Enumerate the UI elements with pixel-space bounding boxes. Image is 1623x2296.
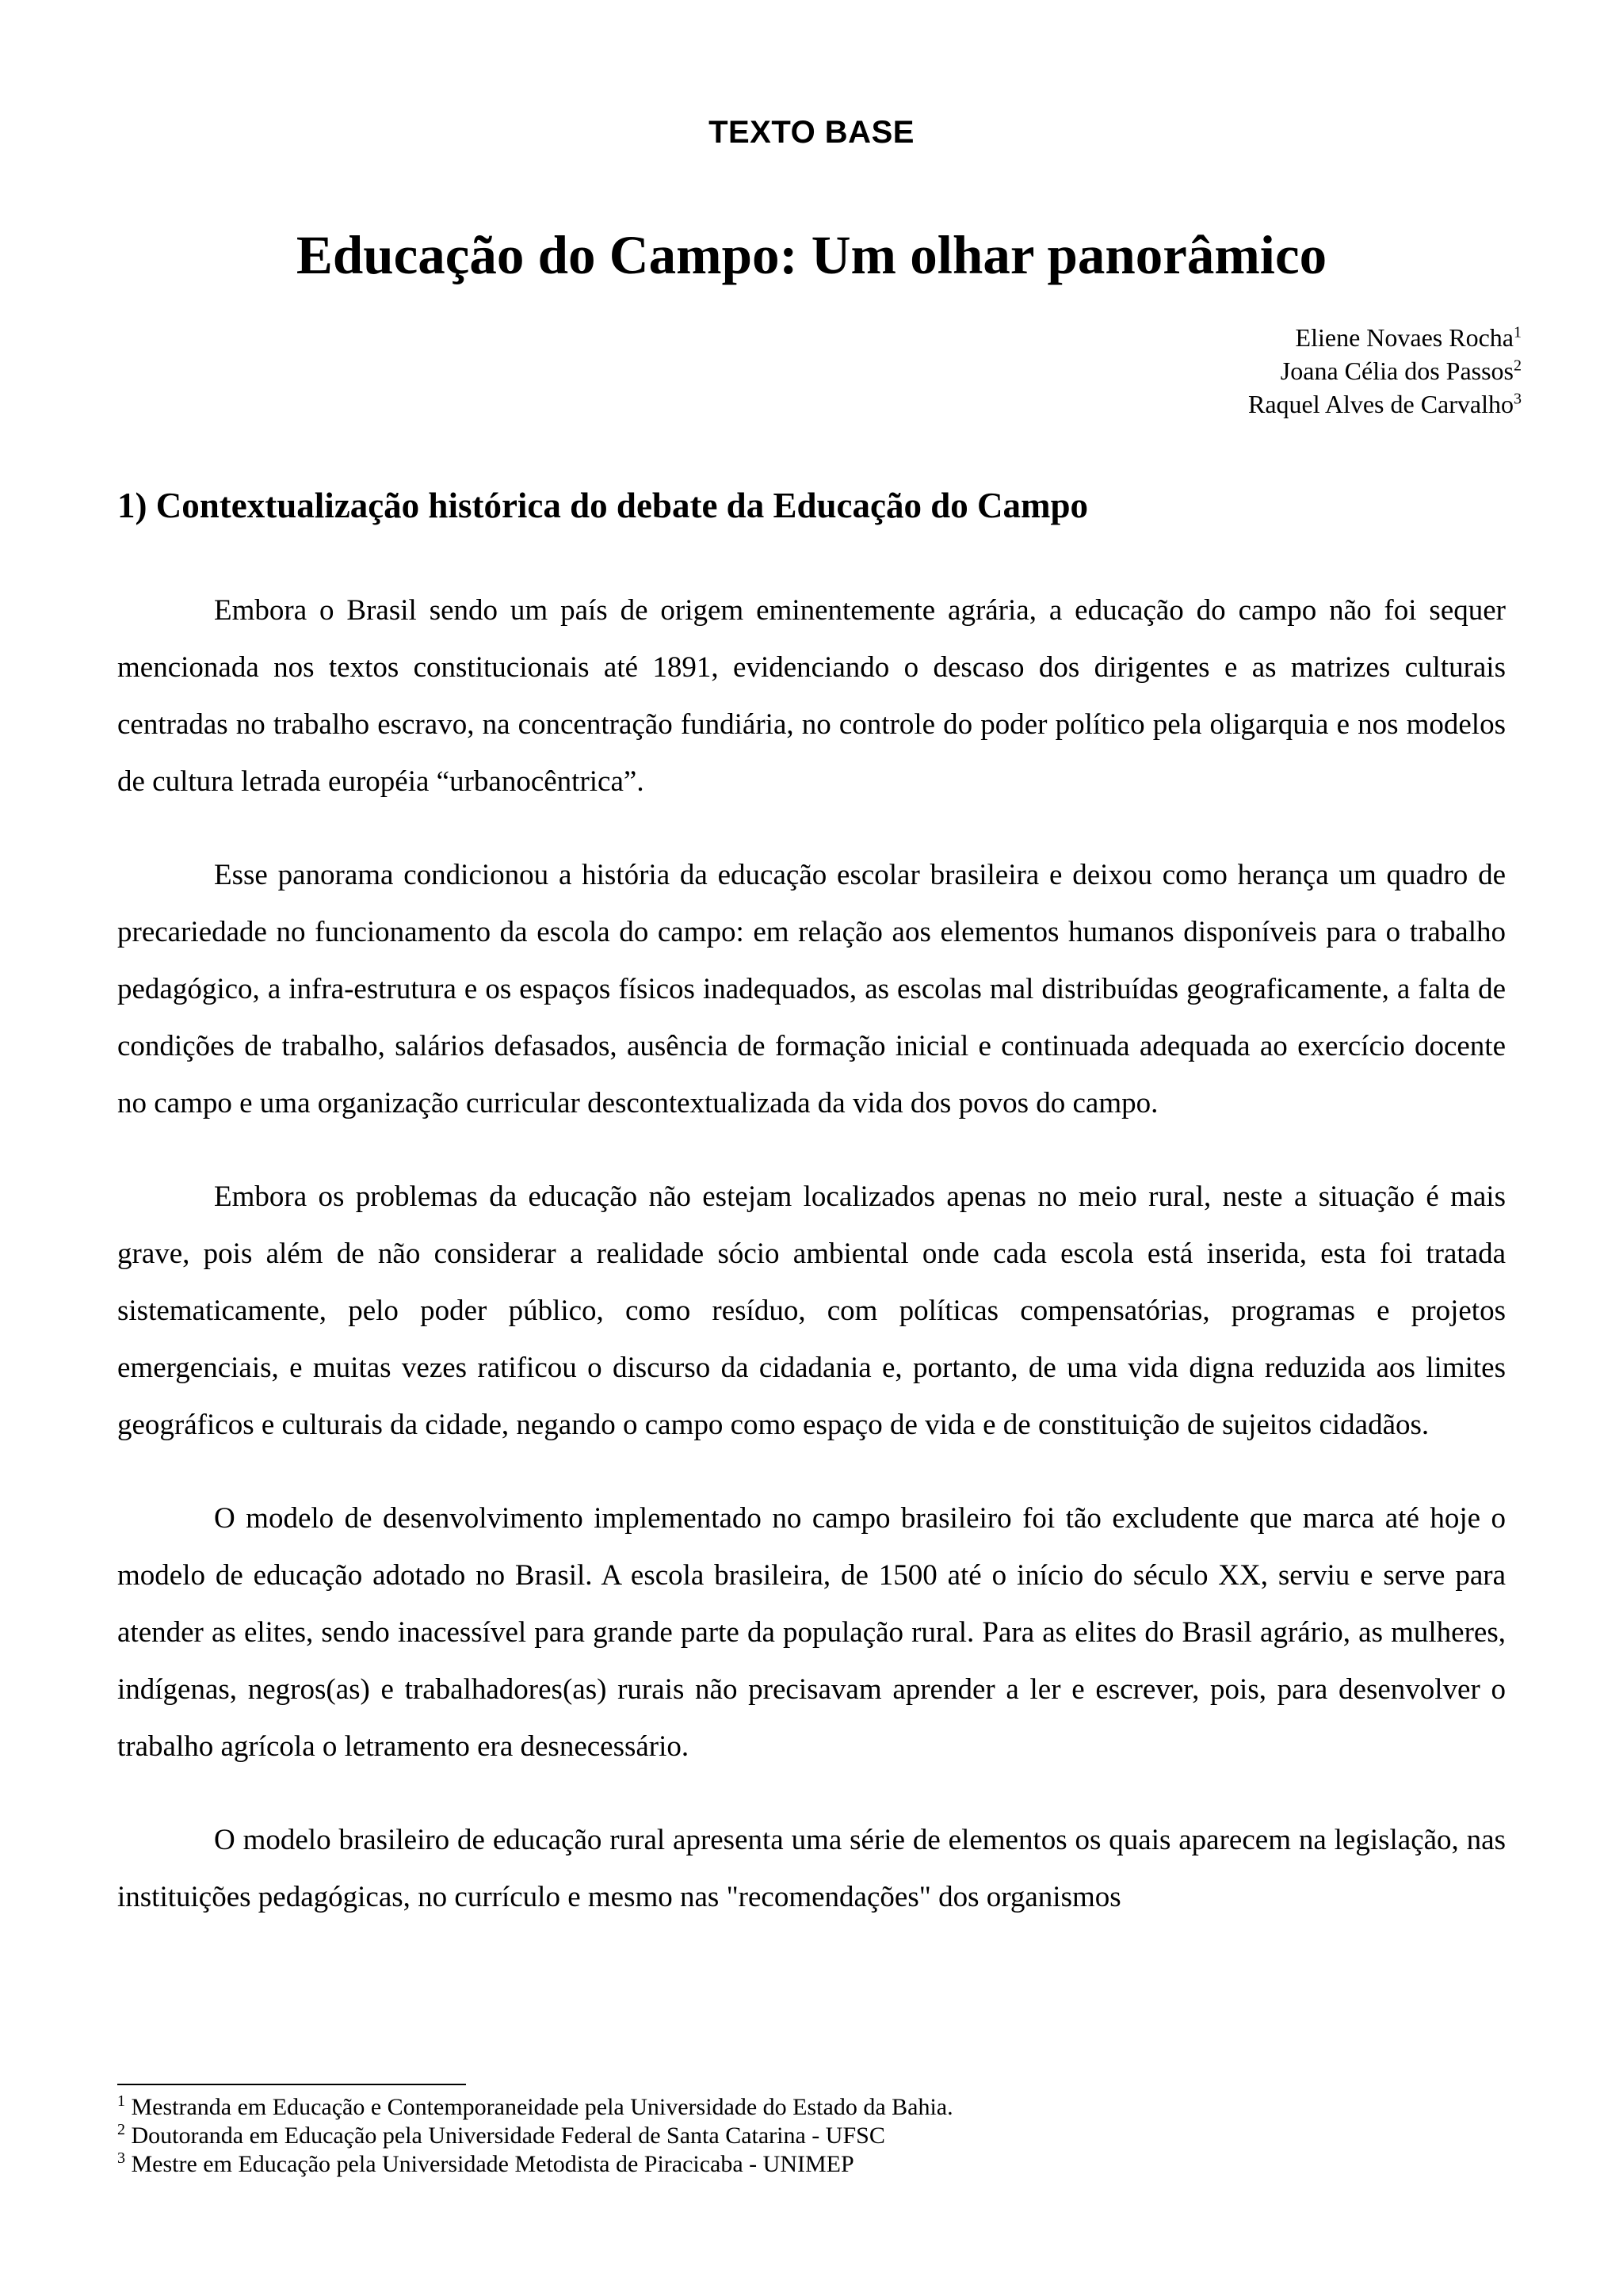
author-list — [1248, 321, 1522, 421]
author-line — [1248, 354, 1522, 387]
document-label: TEXTO BASE — [708, 115, 915, 150]
footnote-text: Mestre em Educação pela Universidade Metodista de Piracicaba - UNIMEP — [131, 2151, 854, 2177]
footnote — [117, 2093, 953, 2122]
body-text — [117, 582, 1506, 1962]
footnote-number: 2 — [117, 2121, 125, 2138]
footnote-text: Mestranda em Educação e Contemporaneidade pela Universidade do Estado da Bahia. — [131, 2094, 953, 2120]
footnote-marker: 3 — [1514, 390, 1522, 408]
body-paragraph: Embora os problemas da educação não estejam localizados apenas no meio rural, neste a situação é mais grave, pois além de não considerar a realidade sócio ambiental onde cada escola está inserida, esta foi tratada sistematicamente, pelo poder público, como resíduo, com políticas compensatórias, programas e projetos emergenciais, e muitas vezes ratificou o discurso da cidadania e, portanto, de uma vida digna reduzida aos limites geográficos e culturais da cidade, negando o campo como espaço de vida e de constituição de sujeitos cidadãos. — [117, 1180, 1506, 1441]
footnote-marker: 1 — [1514, 323, 1522, 341]
footnote-list — [117, 2093, 953, 2179]
footnote — [117, 2122, 953, 2150]
document-title: Educação do Campo: Um olhar panorâmico — [296, 225, 1327, 285]
author-name: Eliene Novaes Rocha — [1295, 323, 1514, 352]
author-name: Raquel Alves de Carvalho — [1247, 390, 1514, 418]
footnote — [117, 2150, 953, 2179]
body-paragraph: Esse panorama condicionou a história da educação escolar brasileira e deixou como herança um quadro de precariedade no funcionamento da escola do campo: em relação aos elementos humanos disponíveis para o trabalho pedagógico, a infra-estrutura e os espaços físicos inadequados, as escolas mal distribuídas geograficamente, a falta de condições de trabalho, salários defasados, ausência de formação inicial e continuada adequada ao exercício docente no campo e uma organização curricular descontextualizada da vida dos povos do campo. — [117, 859, 1506, 1119]
body-paragraph: O modelo brasileiro de educação rural apresenta uma série de elementos os quais aparecem na legislação, nas instituições pedagógicas, no currículo e mesmo nas "recomendações" dos organismos — [117, 1824, 1506, 1913]
body-paragraph: O modelo de desenvolvimento implementado no campo brasileiro foi tão excludente que marca até hoje o modelo de educação adotado no Brasil. A escola brasileira, de 1500 até o início do século XX, serviu e serve para atender as elites, sendo inacessível para grande parte da população rural. Para as elites do Brasil agrário, as mulheres, indígenas, negros(as) e trabalhadores(as) rurais não precisavam aprender a ler e escrever, pois, para desenvolver o trabalho agrícola o letramento era desnecessário. — [117, 1502, 1506, 1763]
footnote-number: 1 — [117, 2092, 125, 2110]
footnote-text: Doutoranda em Educação pela Universidade Federal de Santa Catarina - UFSC — [131, 2122, 885, 2149]
section-heading: 1) Contextualização histórica do debate da Educação do Campo — [117, 486, 1088, 525]
footnote-number: 3 — [117, 2149, 125, 2167]
author-name: Joana Célia dos Passos — [1280, 357, 1514, 385]
author-line — [1248, 387, 1522, 421]
author-line — [1248, 321, 1522, 354]
footnote-divider — [117, 2084, 466, 2085]
body-paragraph: Embora o Brasil sendo um país de origem eminentemente agrária, a educação do campo não foi sequer mencionada nos textos constitucionais até 1891, evidenciando o descaso dos dirigentes e as matrizes culturais centradas no trabalho escravo, na concentração fundiária, no controle do poder político pela oligarquia e nos modelos de cultura letrada européia “urbanocêntrica”. — [117, 594, 1506, 798]
footnote-marker: 2 — [1514, 357, 1522, 375]
